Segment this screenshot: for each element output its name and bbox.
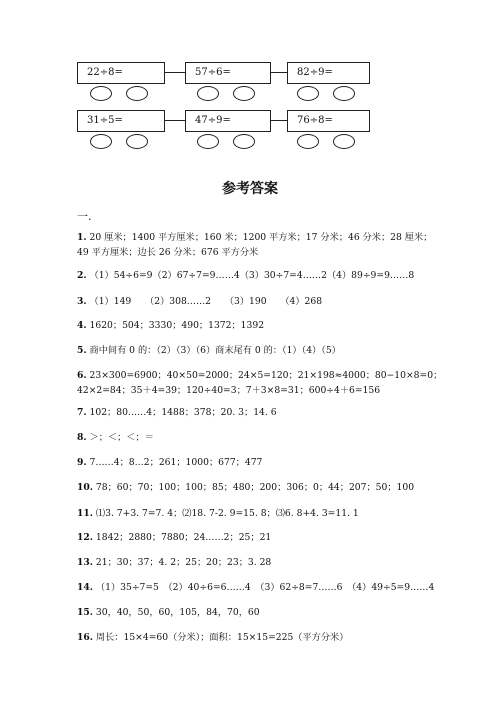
answer-item-7 <box>77 405 417 420</box>
answer-text: 1842；2880；7880；24……2；25；21 <box>95 532 272 543</box>
train-car-6: 76÷8= <box>287 110 370 132</box>
car-connector <box>165 120 185 121</box>
answer-text: 周长：15×4=60（分米）；面积：15×15=225（平方分米） <box>95 632 349 643</box>
page-title: 参考答案 <box>222 181 278 197</box>
answer-number: 1. <box>77 232 87 243</box>
answer-wheel <box>233 86 255 101</box>
car-connector <box>271 120 287 121</box>
answer-wheel <box>297 134 319 149</box>
answer-item-6 <box>77 368 443 398</box>
answer-text: 42×2=84；35＋4=39；120÷40=3；7＋3×8=31；600÷4＋6=156 <box>77 385 381 396</box>
answer-number: 3. <box>77 296 87 307</box>
answer-item-8 <box>77 430 417 445</box>
answer-number: 6. <box>77 370 87 381</box>
answer-number: 15. <box>77 607 93 618</box>
train-car-3: 82÷9= <box>287 62 370 84</box>
answer-text: 21；30；37；4. 2；25；20；23；3. 28 <box>95 557 272 568</box>
answer-text: （1）54÷6=9（2）67÷7=9……4（3）30÷7=4……2（4）89÷9=9……8 <box>89 270 415 281</box>
answer-wheel <box>90 134 112 149</box>
answer-number: 16. <box>77 632 93 643</box>
answer-text: （1）35÷7=5 （2）40÷6=6……4 （3）62÷8=7……6 （4）49÷5=9……4 <box>95 582 435 593</box>
answer-number: 8. <box>77 432 87 443</box>
answer-item-14 <box>77 580 435 595</box>
answer-number: 2. <box>77 270 87 281</box>
train-car-5: 47÷9= <box>185 110 271 132</box>
answer-wheel <box>197 86 219 101</box>
answer-text: 商中间有 0 的：（2）（3）（6）商末尾有 0 的：（1）（4）（5） <box>89 345 341 356</box>
answer-number: 5. <box>77 345 87 356</box>
answer-text: （1）149 （2）308……2 （3）190 （4）268 <box>89 296 323 307</box>
car-connector <box>165 72 185 73</box>
answer-wheel <box>333 134 355 149</box>
car-connector <box>271 72 287 73</box>
answer-wheel <box>126 86 148 101</box>
answer-text: 49 平方厘米；边长 26 分米；676 平方分米 <box>77 247 259 258</box>
answer-wheel <box>197 134 219 149</box>
answer-item-3 <box>77 294 417 309</box>
answer-text: ⑴3. 7+3. 7=7. 4；⑵18. 7-2. 9=15. 8；⑶6. 8+4. 3=11. 1 <box>95 508 359 519</box>
answer-text: 78；60；70；100；100；85；480；200；306；0；44；207；50；100 <box>95 482 415 493</box>
answer-wheel <box>333 86 355 101</box>
answer-text: 1620；504；3330；490；1372；1392 <box>89 320 265 331</box>
answer-item-2 <box>77 268 417 283</box>
answer-number: 7. <box>77 407 87 418</box>
answer-number: 10. <box>77 482 93 493</box>
answer-text: 23×300=6900；40×50=2000；24×5=120；21×198≈4000；80−10×8=0； <box>89 370 443 381</box>
answer-wheel <box>233 134 255 149</box>
answer-text: 20 厘米；1400 平方厘米；160 米；1200 平方米；17 分米；46 分米；28 厘米； <box>89 232 433 243</box>
answer-item-11 <box>77 506 417 521</box>
answer-text: 102；80……4；1488；378；20. 3；14. 6 <box>89 407 277 418</box>
answer-number: 9. <box>77 457 87 468</box>
answer-wheel <box>126 134 148 149</box>
answer-item-5 <box>77 343 417 358</box>
answer-text: ＞；＜；＜；＝ <box>89 432 154 443</box>
answer-number: 11. <box>77 508 93 519</box>
answer-number: 13. <box>77 557 93 568</box>
answer-item-9 <box>77 455 417 470</box>
train-car-1: 22÷8= <box>77 62 165 84</box>
answer-text: 7……4；8…2；261；1000；677；477 <box>89 457 263 468</box>
answer-item-15 <box>77 605 417 620</box>
train-car-2: 57÷6= <box>185 62 271 84</box>
answer-item-10 <box>77 480 417 495</box>
answer-wheel <box>297 86 319 101</box>
answer-item-12 <box>77 530 417 545</box>
answer-item-13 <box>77 555 417 570</box>
answer-number: 14. <box>77 582 93 593</box>
answer-item-1 <box>77 230 433 260</box>
answer-number: 12. <box>77 532 93 543</box>
answer-item-4 <box>77 318 417 333</box>
section-label: 一. <box>77 210 92 223</box>
answer-wheel <box>90 86 112 101</box>
answer-text: 30，40，50，60，105，84，70，60 <box>95 607 260 618</box>
answer-item-16 <box>77 630 417 645</box>
answer-number: 4. <box>77 320 87 331</box>
train-car-4: 31÷5= <box>77 110 165 132</box>
